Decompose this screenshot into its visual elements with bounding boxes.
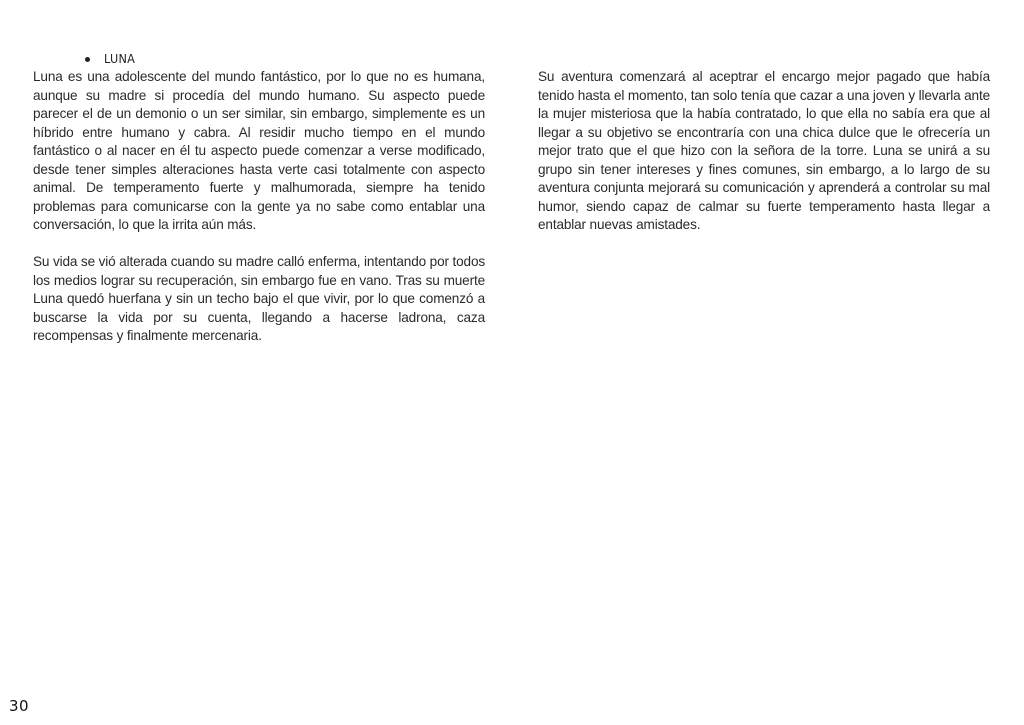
section-heading-text: LUNA (104, 50, 136, 66)
paragraph-adventure: Su aventura comenzará al aceptrar el encargo mejor pagado que había tenido hasta el momento, tan solo tenía que cazar a una joven y llevarla ante la mujer misteriosa que la había contratado, lo que ella no sabía era que al llegar a su objetivo se encontraría con una chica dulce que le ofrecería un mejor trato que el que hizo con la señora de la torre. Luna se unirá a su grupo sin tener intereses y fines comunes, sin embargo, a lo largo de su aventura conjunta mejorará su comunicación y aprenderá a controlar su mal humor, siendo capaz de calmar su fuerte temperamento hasta llegar a entablar nuevas amistades. (538, 69, 990, 232)
bullet-icon (85, 57, 90, 62)
right-column (538, 68, 990, 235)
section-heading (85, 50, 485, 68)
left-column (33, 50, 485, 346)
paragraph-backstory: Su vida se vió alterada cuando su madre calló enferma, intentando por todos los medios lograr su recuperación, sin embargo fue en vano. Tras su muerte Luna quedó huerfana y sin un techo bajo el que vivir, por lo que comenzó a buscarse la vida por su cuenta, llegando a hacerse ladrona, caza recompensas y finalmente mercenaria. (33, 254, 485, 343)
paragraph-description: Luna es una adolescente del mundo fantástico, por lo que no es humana, aunque su madre si procedía del mundo humano. Su aspecto puede parecer el de un demonio o un ser similar, sin embargo, simplemente es un híbrido entre humano y cabra. Al residir mucho tiempo en el mundo fantástico o al nacer en él tu aspecto puede comenzar a verse modificado, desde tener simples alteraciones hasta verte casi totalmente con aspecto animal. De temperamento fuerte y malhumorada, siempre ha tenido problemas para comunicarse con la gente ya no sabe como entablar una conversación, lo que la irrita aún más. (33, 69, 485, 232)
page-number: 30 (9, 697, 30, 715)
